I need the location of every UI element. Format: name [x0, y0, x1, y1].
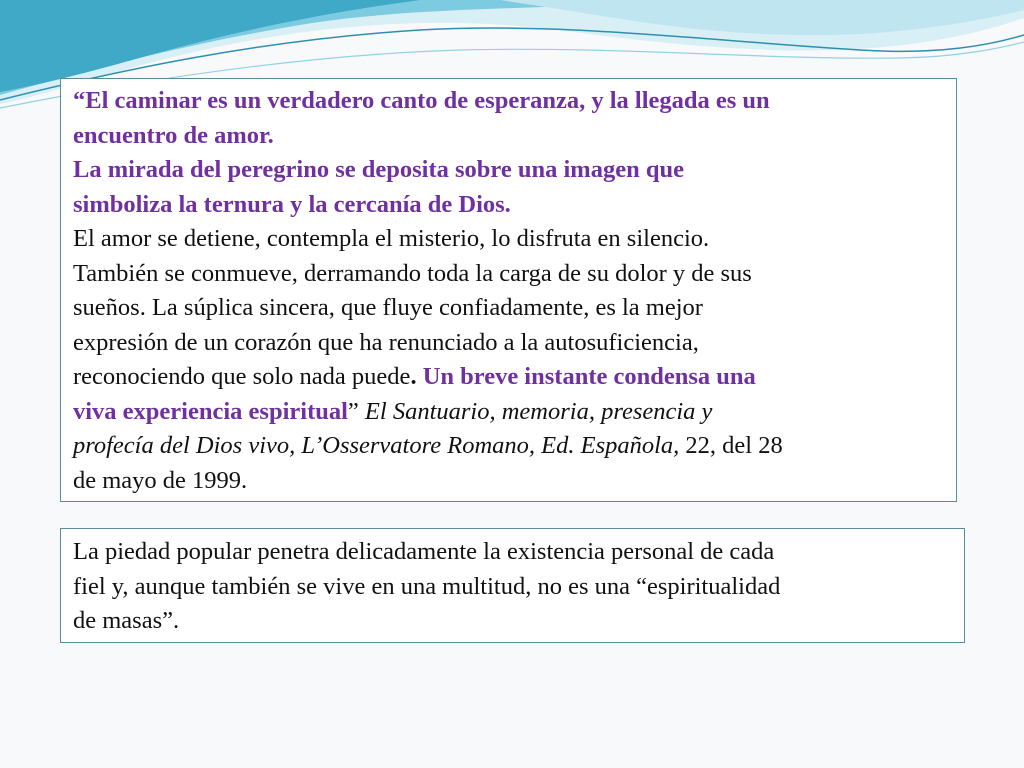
quote-line: [73, 222, 948, 257]
quote-line: [73, 326, 948, 361]
quote-text-run: de mayo de 1999.: [73, 466, 248, 494]
quote-text-run: “El caminar es un verdadero canto de esperanza, y la llegada es un: [73, 87, 770, 114]
quote-line: [73, 395, 948, 430]
quote-text-run: El amor se detiene, contempla el misterio, lo disfruta en silencio.: [73, 225, 710, 252]
quote-text-run: reconociendo que solo nada puede: [73, 363, 411, 390]
quote-text-run: El Santuario, memoria, presencia y: [364, 397, 713, 425]
quote-text-run: La mirada del peregrino se deposita sobre una imagen que: [73, 156, 684, 183]
quote-text-run: Un breve instante condensa una: [416, 363, 756, 390]
quote-line: [73, 119, 948, 154]
quote-line: [73, 84, 948, 119]
piety-text-box: [60, 528, 965, 643]
quote-text-run: simboliza la ternura y la cercanía de Dios.: [73, 190, 511, 218]
quote-text-run: viva experiencia espiritual: [73, 397, 348, 425]
quote-text-run: encuentro de amor.: [73, 121, 274, 149]
quote-line: [73, 360, 948, 395]
quote-text-run: profecía del Dios vivo, L’Osservatore Romano, Ed. Española,: [73, 432, 680, 459]
quote-line: [73, 464, 948, 499]
quote-line: [73, 188, 948, 223]
quote-text-run: 22, del 28: [679, 432, 783, 459]
piety-line: de masas”.: [73, 607, 180, 634]
quote-text-box: [60, 78, 957, 502]
piety-line: La piedad popular penetra delicadamente la existencia personal de cada: [73, 538, 775, 565]
quote-text-run: También se conmueve, derramando toda la carga de su dolor y de sus: [73, 259, 752, 287]
piety-line: fiel y, aunque también se vive en una multitud, no es una “espiritualidad: [73, 572, 781, 600]
quote-line: [73, 257, 948, 292]
quote-text-run: sueños. La súplica sincera, que fluye confiadamente, es la mejor: [73, 294, 703, 321]
quote-line: [73, 429, 948, 464]
quote-line: [73, 291, 948, 326]
quote-text-run: expresión de un corazón que ha renunciado a la autosuficiencia,: [73, 328, 699, 356]
quote-text-run: .: [410, 363, 417, 390]
quote-line: [73, 153, 948, 188]
quote-text-run: ”: [347, 397, 365, 425]
